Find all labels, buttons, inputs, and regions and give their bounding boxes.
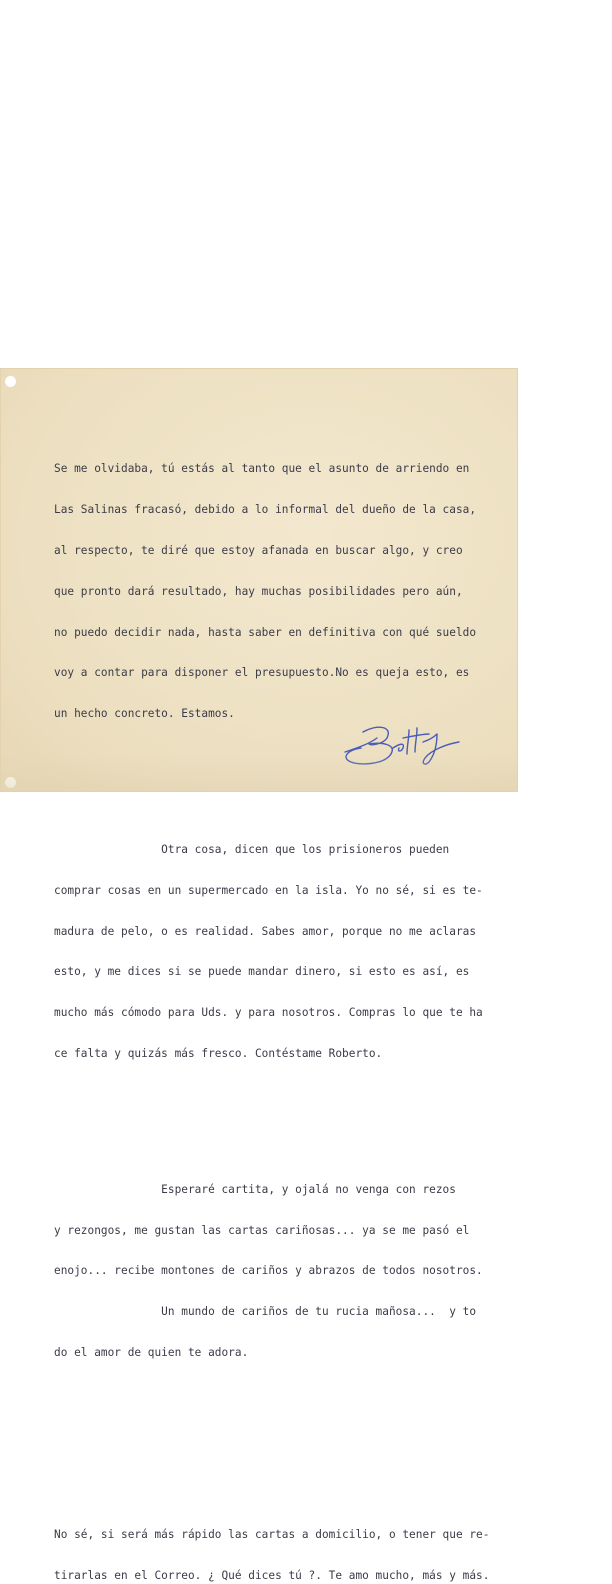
paragraph-supermercado [54,816,512,1088]
signature-betty [337,718,467,770]
text-line: tirarlas en el Correo. ¿ Qué dices tú ?. Te amo mucho, más y más. [54,1568,490,1582]
text-line: enojo... recibe montones de cariños y abrazos de todos nosotros. [54,1264,483,1278]
punch-hole-top [5,376,16,387]
paragraph-gap [54,1455,512,1474]
text-line: madura de pelo, o es realidad. Sabes amor, porque no me aclaras [54,924,477,938]
text-line: Esperaré cartita, y ojalá no venga con rezos [54,1182,456,1196]
letter-page [0,368,518,1582]
text-line: ce falta y quizás más fresco. Contéstame Roberto. [54,1046,383,1060]
text-line: que pronto dará resultado, hay muchas posibilidades pero aún, [54,584,463,598]
text-line: al respecto, te diré que estoy afanada en buscar algo, y creo [54,543,463,557]
punch-hole-bottom [5,777,16,788]
paragraph-gap [54,1414,512,1428]
text-line: No sé, si será más rápido las cartas a domicilio, o tener que re- [54,1528,490,1542]
text-line: un hecho concreto. Estamos. [54,707,235,721]
text-line: do el amor de quien te adora. [54,1345,249,1359]
text-line: Un mundo de cariños de tu rucia mañosa... y to [54,1305,477,1319]
paragraph-arriendo [54,435,512,748]
text-line: Se me olvidaba, tú estás al tanto que el asunto de arriendo en [54,462,470,476]
paragraph-gap [54,1115,512,1129]
paragraph-correo [54,1501,512,1584]
text-line: no puedo decidir nada, hasta saber en definitiva con qué sueldo [54,625,477,639]
text-line: Otra cosa, dicen que los prisioneros pueden [54,843,450,856]
text-line: voy a contar para disponer el presupuesto.No es queja esto, es [54,666,470,680]
paragraph-gap [54,775,512,789]
text-line: Las Salinas fracasó, debido a lo informal del dueño de la casa, [54,503,477,517]
text-line: y rezongos, me gustan las cartas cariñosas... ya se me pasó el [54,1223,470,1237]
letter-body [54,408,512,1584]
text-line: comprar cosas en un supermercado en la isla. Yo no sé, si es te- [54,883,483,897]
text-line: esto, y me dices si se puede mandar dinero, si esto es así, es [54,965,470,979]
faded-stamp [292,766,492,778]
text-line: mucho más cómodo para Uds. y para nosotros. Compras lo que te ha [54,1006,483,1020]
paragraph-cartita [54,1156,512,1387]
